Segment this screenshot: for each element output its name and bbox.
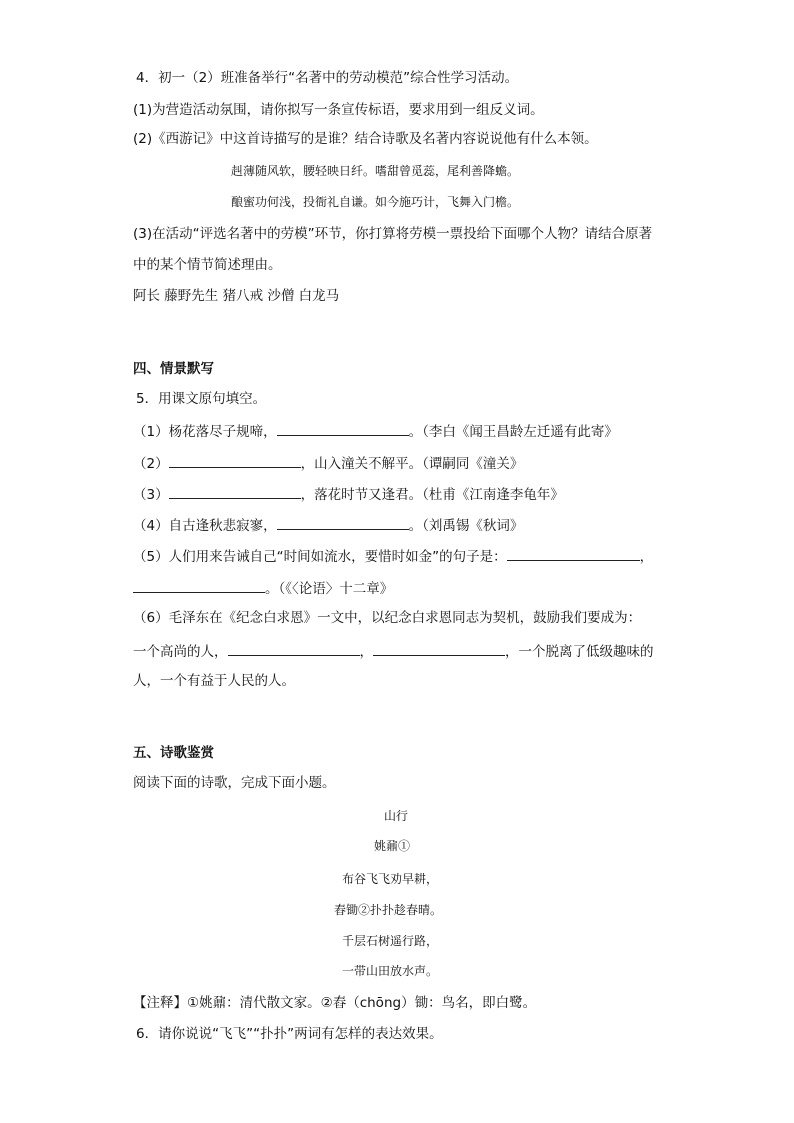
q5-line6-cont — [133, 641, 654, 661]
q5-line1 — [133, 421, 618, 441]
q4-poem-line2: 酿蜜功何浅，投衙礼自谦。如今施巧计，飞舞入门檐。 — [231, 195, 520, 209]
q4-title: 4．初一（2）班准备举行“名著中的劳动模范”综合性学习活动。 — [136, 70, 519, 86]
q5-line3-text-b: ，落花时节又逢君。（杜甫《江南逢李龟年》 — [300, 487, 564, 503]
q4-options: 阿长 藤野先生 猪八戒 沙僧 白龙马 — [133, 288, 340, 304]
poem-verse3: 千层石树遥行路， — [342, 934, 439, 948]
poem-author: 姚鼐① — [374, 839, 411, 853]
poem-notes: 【注释】①姚鼐：清代散文家。②舂（chōng）锄：鸟名，即白鹭。 — [133, 995, 537, 1011]
q5-line6-text-d: ，一个脱离了低级趣味的 — [505, 644, 654, 660]
answer-blank[interactable] — [169, 484, 301, 499]
q4-part3-line2: 中的某个情节简述理由。 — [133, 257, 282, 273]
answer-blank[interactable] — [277, 421, 409, 436]
q5-line6: （6）毛泽东在《纪念白求恩》一文中，以纪念白求恩同志为契机，鼓励我们要成为： — [133, 610, 642, 626]
q5-line2-text-a: （2） — [133, 456, 169, 472]
poem-verse4: 一带山田放水声。 — [342, 964, 439, 978]
q5-line1-text-a: （1）杨花落尽子规啼， — [133, 424, 277, 440]
q5-line4-text-a: （4）自古逢秋悲寂寥， — [133, 518, 277, 534]
q5-line6-text-c: ， — [359, 644, 373, 660]
answer-blank[interactable] — [277, 515, 409, 530]
q5-line3 — [133, 484, 564, 504]
q5-line4-text-b: 。（刘禹锡《秋词》 — [408, 518, 524, 534]
answer-blank[interactable] — [133, 578, 265, 593]
q5-line5 — [133, 546, 653, 566]
poem-title: 山行 — [384, 809, 409, 823]
q5-line2 — [133, 453, 523, 473]
q6-title: 6．请你说说“飞飞”“扑扑”两词有怎样的表达效果。 — [136, 1026, 443, 1042]
q5-line4 — [133, 515, 523, 535]
q5-line5-text-c: 。（《〈论语〉十二章》 — [265, 581, 394, 597]
poem-verse2: 舂锄②扑扑趁春晴。 — [334, 903, 443, 917]
q4-part2: (2)《西游记》中这首诗描写的是谁？结合诗歌及名著内容说说他有什么本领。 — [133, 131, 598, 147]
poem-verse1: 布谷飞飞劝早耕， — [342, 872, 439, 886]
q5-line6-end: 人，一个有益于人民的人。 — [133, 673, 295, 689]
answer-blank[interactable] — [228, 641, 360, 656]
q5-line1-text-b: 。（李白《闻王昌龄左迁遥有此寄》 — [408, 424, 618, 440]
q5-line6-text-b: 一个高尚的人， — [133, 644, 228, 660]
q5-title: 5．用课文原句填空。 — [136, 391, 267, 407]
answer-blank[interactable] — [373, 641, 505, 656]
q5-line3-text-a: （3） — [133, 487, 169, 503]
q4-part3-line1: (3)在活动“评选名著中的劳模”环节，你打算将劳模一票投给下面哪个人物？请结合原著 — [133, 226, 653, 242]
answer-blank[interactable] — [507, 546, 640, 561]
section5-heading: 五、诗歌鉴赏 — [133, 745, 214, 761]
q5-line5-text-b: ， — [639, 549, 654, 565]
q4-poem-line1: 赳薄随风软，腰轻映日纤。嗜甜曾觅蕊，尾利善降蟾。 — [231, 164, 520, 178]
section5-intro: 阅读下面的诗歌，完成下面小题。 — [133, 775, 336, 791]
q5-line2-text-b: ，山入潼关不解平。（谭嗣同《潼关》 — [300, 456, 524, 472]
section4-heading: 四、情景默写 — [133, 361, 214, 377]
q4-part1: (1)为营造活动氛围，请你拟写一条宣传标语，要求用到一组反义词。 — [133, 102, 544, 118]
q5-line5-cont — [133, 578, 393, 598]
q5-line5-text-a: （5）人们用来告诫自己“时间如流水，要惜时如金”的句子是： — [133, 549, 507, 565]
answer-blank[interactable] — [169, 453, 301, 468]
